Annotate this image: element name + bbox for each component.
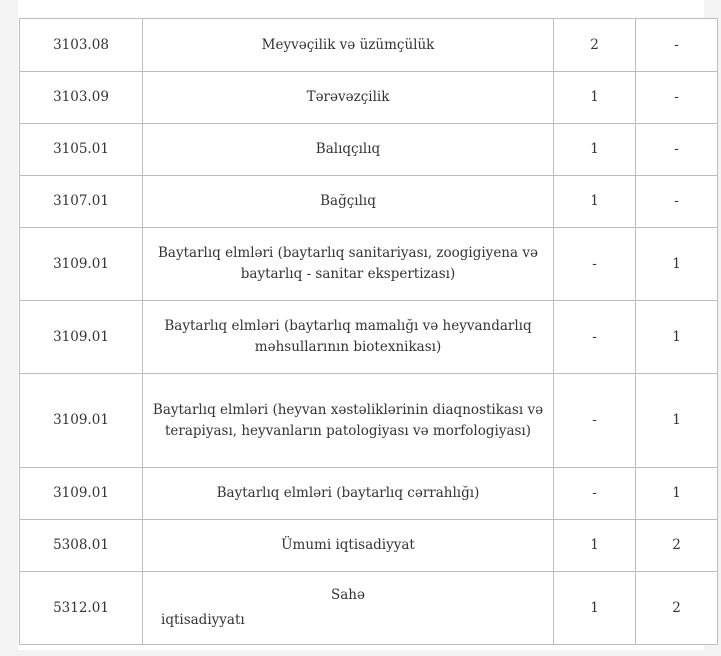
code-cell: 3107.01 <box>20 176 143 228</box>
count-cell-1: 1 <box>554 572 636 645</box>
code-cell: 5312.01 <box>20 572 143 645</box>
code-cell: 3109.01 <box>20 468 143 520</box>
code-cell: 3109.01 <box>20 374 143 468</box>
table-row <box>20 228 718 301</box>
name-cell: Baytarlıq elmləri (baytarlıq cərrahlığı) <box>143 468 554 520</box>
name-cell: Meyvəçilik və üzümçülük <box>143 19 554 72</box>
table-row <box>20 572 718 645</box>
count-cell-2: - <box>636 176 718 228</box>
count-cell-2: - <box>636 124 718 176</box>
name-cell: Ümumi iqtisadiyyat <box>143 520 554 572</box>
count-cell-1: - <box>554 301 636 374</box>
count-cell-2: 1 <box>636 374 718 468</box>
code-cell: 5308.01 <box>20 520 143 572</box>
table-row <box>20 468 718 520</box>
table-row <box>20 19 718 72</box>
table-row <box>20 374 718 468</box>
code-cell: 3109.01 <box>20 301 143 374</box>
count-cell-2: - <box>636 72 718 124</box>
count-cell-1: 1 <box>554 520 636 572</box>
name-cell: Tərəvəzçilik <box>143 72 554 124</box>
count-cell-2: 1 <box>636 228 718 301</box>
name-cell: Bağçılıq <box>143 176 554 228</box>
name-line-1: Sahə <box>331 587 365 603</box>
name-cell <box>143 572 554 645</box>
table-row <box>20 124 718 176</box>
count-cell-1: 1 <box>554 124 636 176</box>
name-cell: Baytarlıq elmləri (baytarlıq sanitariyası, zoogigiyena və baytarlıq - sanitar ekspertizası) <box>143 228 554 301</box>
count-cell-2: 2 <box>636 572 718 645</box>
count-cell-1: - <box>554 374 636 468</box>
code-cell: 3103.08 <box>20 19 143 72</box>
name-cell: Baytarlıq elmləri (baytarlıq mamalığı və heyvandarlıq məhsullarının biotexnikası) <box>143 301 554 374</box>
table-row <box>20 176 718 228</box>
name-line-2: iqtisadiyyatı <box>161 612 245 628</box>
code-cell: 3105.01 <box>20 124 143 176</box>
specialties-table <box>19 18 718 645</box>
count-cell-2: 2 <box>636 520 718 572</box>
table-row <box>20 72 718 124</box>
count-cell-1: 2 <box>554 19 636 72</box>
code-cell: 3103.09 <box>20 72 143 124</box>
count-cell-1: - <box>554 228 636 301</box>
code-cell: 3109.01 <box>20 228 143 301</box>
count-cell-2: 1 <box>636 301 718 374</box>
count-cell-2: - <box>636 19 718 72</box>
table-row <box>20 520 718 572</box>
name-cell: Baytarlıq elmləri (heyvan xəstəliklərinin diaqnostikası və terapiyası, heyvanların patologiyası və morfologiyası) <box>143 374 554 468</box>
count-cell-1: - <box>554 468 636 520</box>
name-cell: Balıqçılıq <box>143 124 554 176</box>
count-cell-1: 1 <box>554 72 636 124</box>
count-cell-2: 1 <box>636 468 718 520</box>
count-cell-1: 1 <box>554 176 636 228</box>
table-row <box>20 301 718 374</box>
